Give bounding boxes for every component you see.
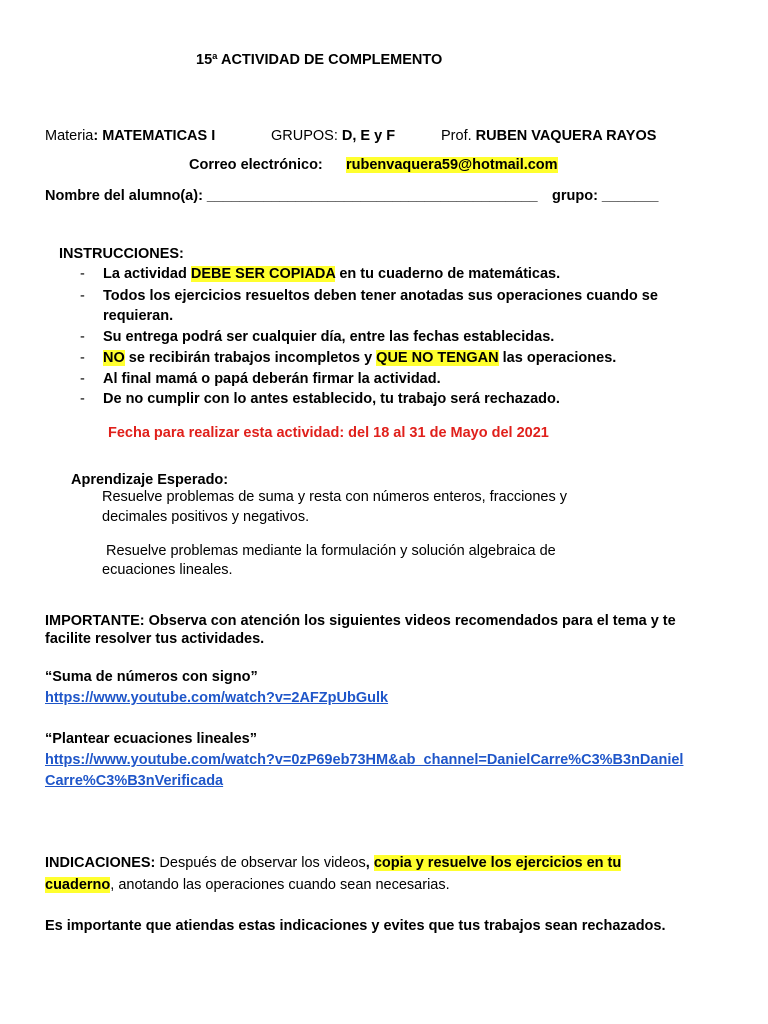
instruction-text: Su entrega podrá ser cualquier día, entre las fechas establecidas. <box>103 329 555 345</box>
materia-value: : MATEMATICAS I <box>93 128 216 144</box>
bullet: - <box>80 391 85 407</box>
page-title: 15ª ACTIVIDAD DE COMPLEMENTO <box>196 52 443 68</box>
prof-label: Prof. <box>441 128 476 144</box>
prof-value: RUBEN VAQUERA RAYOS <box>475 128 657 144</box>
fecha-text: Fecha para realizar esta actividad: del 18 al 31 de Mayo del 2021 <box>108 425 549 441</box>
instruction-text: De no cumplir con lo antes establecido, tu trabajo será rechazado. <box>103 391 560 407</box>
instruction-item-2 <box>0 288 768 308</box>
video-2-title: “Plantear ecuaciones lineales” <box>45 731 257 747</box>
instruction-text-cont: requieran. <box>103 308 174 324</box>
highlight: cuaderno <box>45 877 111 893</box>
materia-label: Materia <box>45 128 94 144</box>
bullet: - <box>80 288 85 304</box>
instruction-text: La actividad DEBE SER COPIADA en tu cuaderno de matemáticas. <box>103 266 561 282</box>
video-2-link[interactable]: https://www.youtube.com/watch?v=0zP69eb73HM&ab_channel=DanielCarre%C3%B3nDaniel <box>45 752 684 768</box>
bullet: - <box>80 350 85 366</box>
instruction-item-4 <box>0 350 768 370</box>
bullet: - <box>80 371 85 387</box>
alumno-field: Nombre del alumno(a): _________________________________________ <box>45 188 538 204</box>
aprendizaje-paragraph-2: Resuelve problemas mediante la formulación y solución algebraica de <box>106 543 556 559</box>
video-1-title: “Suma de números con signo” <box>45 669 258 685</box>
indicaciones-label: INDICACIONES: <box>45 855 156 871</box>
prof-field <box>441 128 656 144</box>
highlight: NO <box>103 350 125 366</box>
closing-text: Es importante que atiendas estas indicaciones y evites que tus trabajos sean rechazados. <box>45 918 666 934</box>
instruction-text: Al final mamá o papá deberán firmar la actividad. <box>103 371 441 387</box>
importante-line-2: facilite resolver tus actividades. <box>45 631 265 647</box>
instruction-item-6 <box>0 391 768 411</box>
aprendizaje-paragraph-1: Resuelve problemas de suma y resta con números enteros, fracciones y <box>102 489 568 505</box>
aprendizaje-title: Aprendizaje Esperado: <box>71 472 229 488</box>
aprendizaje-paragraph-2-cont: ecuaciones lineales. <box>102 562 233 578</box>
indicaciones-line: INDICACIONES: Después de observar los videos, copia y resuelve los ejercicios en tu <box>45 855 622 871</box>
importante-label: IMPORTANTE: <box>45 613 145 629</box>
aprendizaje-paragraph-1-cont: decimales positivos y negativos. <box>102 509 310 525</box>
grupos-field <box>271 128 395 144</box>
instruction-item-3 <box>0 329 768 349</box>
video-1-link[interactable]: https://www.youtube.com/watch?v=2AFZpUbGulk <box>45 690 389 706</box>
video-2-link-cont[interactable]: Carre%C3%B3nVerificada <box>45 773 224 789</box>
highlight: DEBE SER COPIADA <box>190 266 336 282</box>
indicaciones-line-2: cuaderno, anotando las operaciones cuando sean necesarias. <box>45 877 450 893</box>
bullet: - <box>80 266 85 282</box>
instrucciones-title: INSTRUCCIONES: <box>59 246 184 262</box>
instruction-text: Todos los ejercicios resueltos deben tener anotadas sus operaciones cuando se <box>103 288 658 304</box>
grupos-label: GRUPOS: <box>271 128 342 144</box>
instruction-text: NO se recibirán trabajos incompletos y QUE NO TENGAN las operaciones. <box>103 350 617 366</box>
grupos-value: D, E y F <box>341 128 396 144</box>
correo-label: Correo electrónico: <box>189 157 323 173</box>
bullet: - <box>80 329 85 345</box>
materia-field <box>45 128 215 144</box>
grupo-field: grupo: _______ <box>552 188 659 204</box>
instruction-item-1 <box>0 266 768 286</box>
importante-line: IMPORTANTE: Observa con atención los siguientes videos recomendados para el tema y te <box>45 613 676 629</box>
highlight: copia y resuelve los ejercicios en tu <box>373 855 622 871</box>
highlight: QUE NO TENGAN <box>376 350 499 366</box>
instruction-item-5 <box>0 371 768 391</box>
correo-value: rubenvaquera59@hotmail.com <box>346 157 558 173</box>
